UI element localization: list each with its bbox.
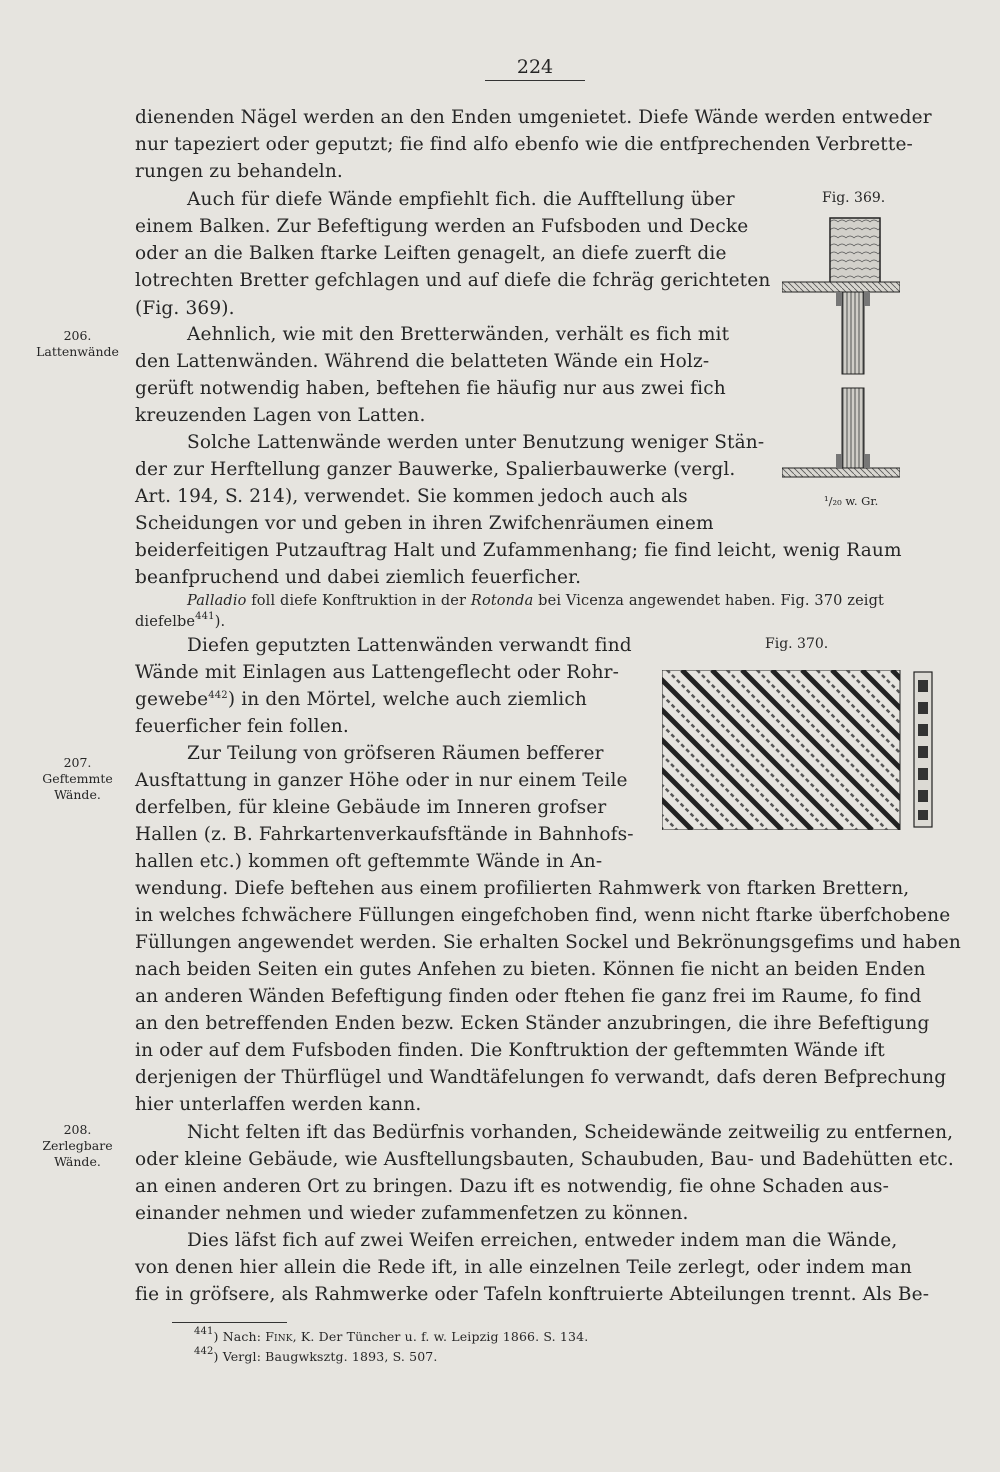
footnote-text: ) Nach: xyxy=(213,1329,266,1344)
figure-scale: ¹/₂₀ w. Gr. xyxy=(824,494,879,508)
text-line: hallen etc.) kommen oft geftemmte Wände in An- xyxy=(135,851,603,872)
margin-note-number: 206. xyxy=(63,328,92,343)
figure-370-lath-lattice xyxy=(662,670,937,830)
text-line: dienenden Nägel werden an den Enden umgenietet. Diefe Wände werden entweder xyxy=(135,107,932,128)
text-line: in oder auf dem Fufsboden finden. Die Konftruktion der geftemmten Wände ift xyxy=(135,1040,885,1061)
text-line: beiderfeitigen Putzauftrag Halt und Zufammenhang; fie find leicht, wenig Raum xyxy=(135,540,902,561)
footnote-number: 441 xyxy=(194,1326,214,1337)
text-line: kreuzenden Lagen von Latten. xyxy=(135,405,426,426)
margin-note xyxy=(30,755,125,803)
text-line: Scheidungen vor und geben in ihren Zwifchenräumen einem xyxy=(135,513,714,534)
note-line xyxy=(135,591,884,611)
text-segment: ) in den Mörtel, welche auch ziemlich xyxy=(227,689,587,710)
text-line: derjenigen der Thürflügel und Wandtäfelungen fo verwandt, dafs deren Befprechung xyxy=(135,1067,947,1088)
margin-note xyxy=(30,1122,125,1170)
margin-note-label: Wände. xyxy=(54,1154,101,1169)
footnote-number: 442 xyxy=(194,1346,214,1357)
text-line: in welches fchwächere Füllungen eingefchoben find, wenn nicht ftarke überfchobene xyxy=(135,905,951,926)
margin-note-number: 207. xyxy=(63,755,92,770)
margin-note-label: Lattenwände xyxy=(36,344,119,359)
text-line: den Lattenwänden. Während die belatteten Wände ein Holz- xyxy=(135,351,710,372)
text-line: Nicht felten ift das Bedürfnis vorhanden, Scheidewände zeitweilig zu entfernen, xyxy=(187,1122,954,1143)
text-line: nach beiden Seiten ein gutes Anfehen zu bieten. Können fie nicht an beiden Enden xyxy=(135,959,926,980)
text-line: hier unterlaffen werden kann. xyxy=(135,1094,422,1115)
margin-note-label: Wände. xyxy=(54,787,101,802)
footnote-author: Fink, K. xyxy=(265,1329,315,1344)
footnote xyxy=(194,1328,588,1346)
text-line: Zur Teilung von gröfseren Räumen befferer xyxy=(187,743,604,764)
note-text: foll diefe Konftruktion in der xyxy=(246,593,471,609)
text-line: Dies läfst fich auf zwei Weifen erreichen, entweder indem man die Wände, xyxy=(187,1230,898,1251)
text-line: Füllungen angewendet werden. Sie erhalten Sockel und Bekrönungsgefims und haben xyxy=(135,932,961,953)
text-line: einem Balken. Zur Befeftigung werden an Fufsboden und Decke xyxy=(135,216,749,237)
note-place: Rotonda xyxy=(470,593,534,609)
text-line: Solche Lattenwände werden unter Benutzung weniger Stän- xyxy=(187,432,765,453)
text-line: Art. 194, S. 214), verwendet. Sie kommen jedoch auch als xyxy=(135,486,688,507)
footnote-rule xyxy=(172,1322,287,1323)
text-line: Aehnlich, wie mit den Bretterwänden, verhält es fich mit xyxy=(187,324,730,345)
note-text: diefelbe xyxy=(135,614,196,630)
text-line: rungen zu behandeln. xyxy=(135,161,343,182)
figure-369-wall-section xyxy=(782,210,900,482)
text-line: an anderen Wänden Befeftigung finden oder ftehen fie ganz frei im Raume, fo find xyxy=(135,986,922,1007)
margin-note xyxy=(30,328,125,360)
footnote-ref[interactable]: 441 xyxy=(195,611,215,622)
text-line: wendung. Diefe beftehen aus einem profilierten Rahmwerk von ftarken Brettern, xyxy=(135,878,910,899)
footnote-ref[interactable]: 442 xyxy=(208,690,228,701)
text-line: (Fig. 369). xyxy=(135,298,235,319)
text-line: Hallen (z. B. Fahrkartenverkaufsftände in Bahnhofs- xyxy=(135,824,634,845)
text-line: oder kleine Gebäude, wie Ausftellungsbauten, Schaubuden, Bau- und Badehütten etc. xyxy=(135,1149,954,1170)
text-line xyxy=(135,687,587,713)
footnote-text: ) Vergl: Baugwksztg. 1893, S. 507. xyxy=(213,1349,438,1364)
margin-note-number: 208. xyxy=(63,1122,92,1137)
note-author: Palladio xyxy=(187,593,247,609)
figure-caption: Fig. 369. xyxy=(822,190,886,206)
text-line: feuerficher fein follen. xyxy=(135,716,349,737)
page-number: 224 xyxy=(516,56,554,78)
footnote-text: Der Tüncher u. f. w. Leipzig 1866. S. 134. xyxy=(314,1329,589,1344)
figure-caption: Fig. 370. xyxy=(765,636,829,652)
text-line: fie in gröfsere, als Rahmwerke oder Tafeln konftruierte Abteilungen trennt. Als Be- xyxy=(135,1284,930,1305)
text-line: an einen anderen Ort zu bringen. Dazu ift es notwendig, fie ohne Schaden aus- xyxy=(135,1176,890,1197)
text-line: einander nehmen und wieder zufammenfetzen zu können. xyxy=(135,1203,689,1224)
text-line: nur tapeziert oder geputzt; fie find alfo ebenfo wie die entfprechenden Verbrette- xyxy=(135,134,913,155)
text-line: Diefen geputzten Lattenwänden verwandt find xyxy=(187,635,632,656)
text-line: der zur Herftellung ganzer Bauwerke, Spalierbauwerke (vergl. xyxy=(135,459,736,480)
text-segment: gewebe xyxy=(135,689,209,710)
text-line: oder an die Balken ftarke Leiften genagelt, an diefe zuerft die xyxy=(135,243,727,264)
text-line: Wände mit Einlagen aus Lattengeflecht oder Rohr- xyxy=(135,662,620,683)
text-line: Ausftattung in ganzer Höhe oder in nur einem Teile xyxy=(135,770,628,791)
text-line: von denen hier allein die Rede ift, in alle einzelnen Teile zerlegt, oder indem man xyxy=(135,1257,913,1278)
footnote xyxy=(194,1348,438,1366)
text-line: gerüft notwendig haben, beftehen fie häufig nur aus zwei fich xyxy=(135,378,726,399)
margin-note-label: Zerlegbare xyxy=(42,1138,113,1153)
note-line xyxy=(135,612,225,632)
margin-note-label: Geftemmte xyxy=(42,771,113,786)
note-text: bei Vicenza angewendet haben. Fig. 370 zeigt xyxy=(533,593,884,609)
text-line: an den betreffenden Enden bezw. Ecken Ständer anzubringen, die ihre Befeftigung xyxy=(135,1013,930,1034)
note-text: ). xyxy=(214,614,226,630)
text-line: Auch für diefe Wände empfiehlt fich. die Aufftellung über xyxy=(187,189,735,210)
text-line: beanfpruchend und dabei ziemlich feuerficher. xyxy=(135,567,582,588)
text-line: lotrechten Bretter gefchlagen und auf diefe die fchräg gerichteten xyxy=(135,270,771,291)
text-line: derfelben, für kleine Gebäude im Inneren grofser xyxy=(135,797,607,818)
page-number-rule xyxy=(485,80,585,81)
